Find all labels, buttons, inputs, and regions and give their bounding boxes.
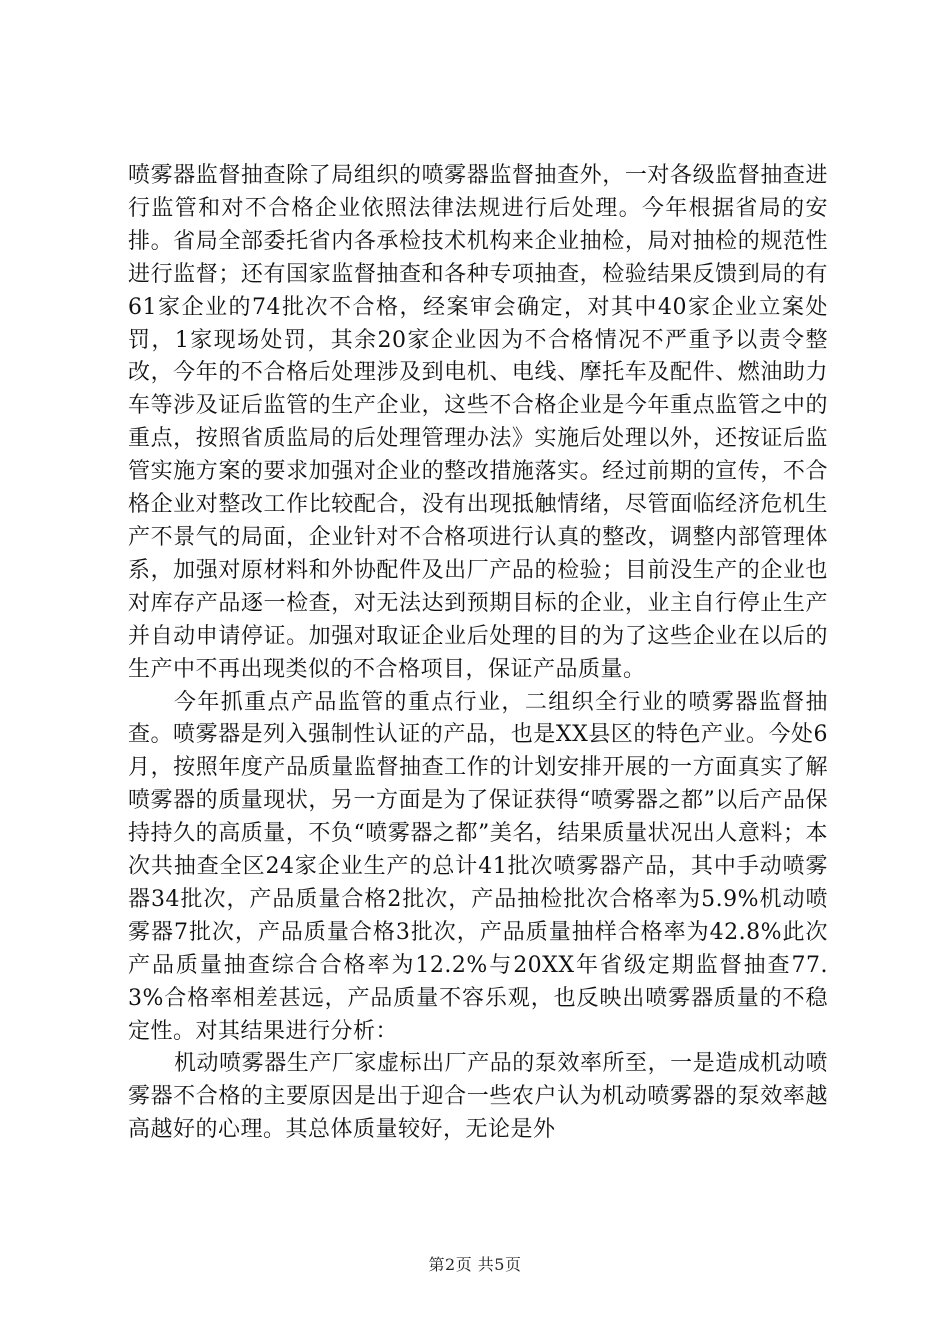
page-footer: 第2页 共5页 [428, 1255, 522, 1274]
paragraph-2: 今年抓重点产品监管的重点行业，二组织全行业的喷雾器监督抽查。喷雾器是列入强制性认证的产品，也是XX县区的特色产业。今处6月，按照年度产品质量监督抽查工作的计划安排开展的一方面真实了解喷雾器的质量现状，另一方面是为了保证获得“喷雾器之都”以后产品保持持久的高质量，不负“喷雾器之都”美名，结果质量状况出人意料；本次共抽查全区24家企业生产的总计41批次喷雾器产品，其中手动喷雾器34批次，产品质量合格2批次，产品抽检批次合格率为5.9%机动喷雾器7批次，产品质量合格3批次，产品质量抽样合格率为42.8%此次产品质量抽查综合合格率为12.2%与20XX年省级定期监督抽查77.3%合格率相差甚远，产品质量不容乐观，也反映出喷雾器质量的不稳定性。对其结果进行分析： [128, 689, 828, 1044]
paragraph-3: 机动喷雾器生产厂家虚标出厂产品的泵效率所至，一是造成机动喷雾器不合格的主要原因是出于迎合一些农户认为机动喷雾器的泵效率越高越好的心理。其总体质量较好，无论是外 [128, 1051, 828, 1143]
document-body [128, 160, 828, 1147]
paragraph-1: 喷雾器监督抽查除了局组织的喷雾器监督抽查外，一对各级监督抽查进行监管和对不合格企业依照法律法规进行后处理。今年根据省局的安排。省局全部委托省内各承检技术机构来企业抽检，局对抽检的规范性进行监督；还有国家监督抽查和各种专项抽查，检验结果反馈到局的有61家企业的74批次不合格，经案审会确定，对其中40家企业立案处罚，1家现场处罚，其余20家企业因为不合格情况不严重予以责令整改，今年的不合格后处理涉及到电机、电线、摩托车及配件、燃油助力车等涉及证后监管的生产企业，这些不合格企业是今年重点监管之中的重点，按照省质监局的后处理管理办法》实施后处理以外，还按证后监管实施方案的要求加强对企业的整改措施落实。经过前期的宣传，不合格企业对整改工作比较配合，没有出现抵触情绪，尽管面临经济危机生产不景气的局面，企业针对不合格项进行认真的整改，调整内部管理体系，加强对原材料和外协配件及出厂产品的检验；目前没生产的企业也对库存产品逐一检查，对无法达到预期目标的企业，业主自行停止生产并自动申请停证。加强对取证企业后处理的目的为了这些企业在以后的生产中不再出现类似的不合格项目，保证产品质量。 [128, 163, 828, 682]
